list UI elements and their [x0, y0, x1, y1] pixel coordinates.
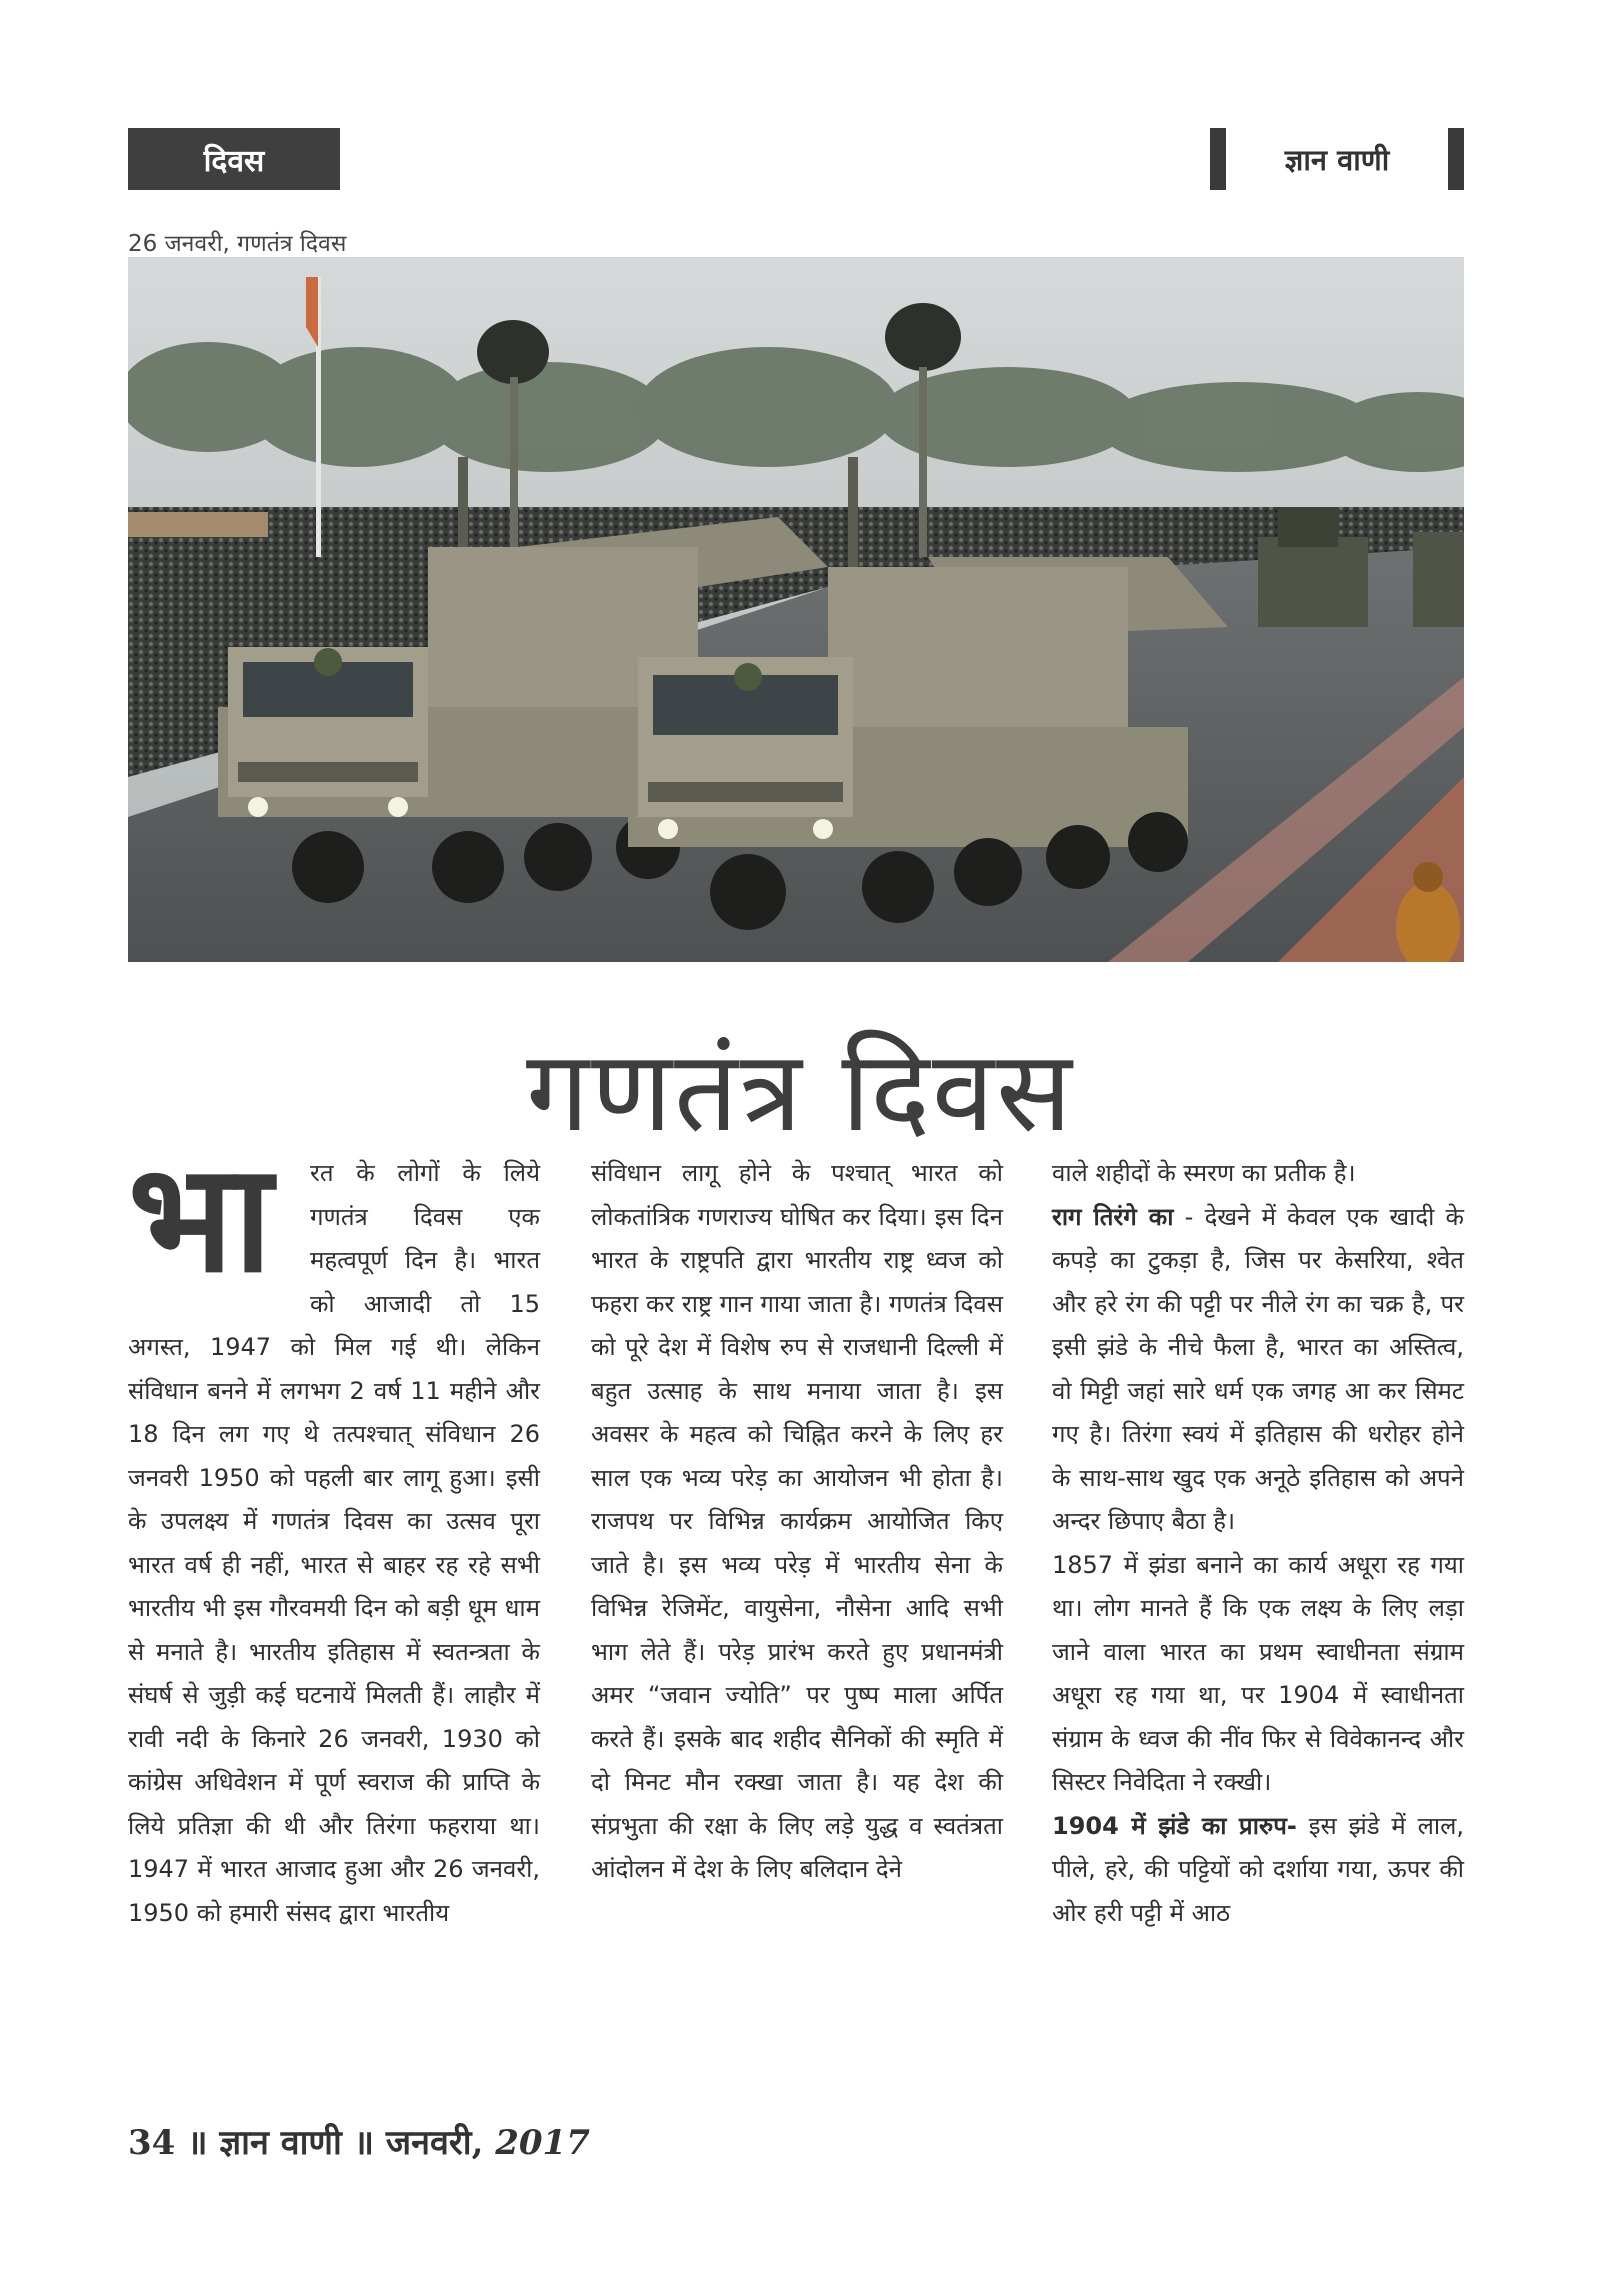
magazine-name: ज्ञान वाणी — [1284, 142, 1390, 177]
parade-illustration — [128, 257, 1464, 962]
column-2-text: संविधान लागू होने के पश्चात् भारत को लोकतांत्रिक गणराज्य घोषित कर दिया। इस दिन भारत के राष्ट्रपति द्वारा भारतीय राष्ट्र ध्वज को फहरा कर राष्ट्र गान गाया जाता है। गणतंत्र दिवस को पूरे देश में विशेष रुप से राजधानी दिल्ली में बहुत उत्साह के साथ मनाया जाता है। इस अवसर के महत्व को चिह्नित करने के लिए हर साल एक भव्य परेड़ का आयोजन भी होता है। राजपथ पर विभिन्न कार्यक्रम आयोजित किए जाते है। इस भव्य परेड़ में भारतीय सेना के विभिन्न रेजिमेंट, वायुसेना, नौसेना आदि सभी भाग लेते हैं। परेड़ प्रारंभ करते हुए प्रधानमंत्री अमर “जवान ज्योति” पर पुष्प माला अर्पित करते हैं। इसके बाद शहीद सैनिकों की स्मृति में दो मिनट मौन रक्खा जाता है। यह देश की संप्रभुता की रक्षा के लिए लड़े युद्ध व स्वतंत्रता आंदोलन में देश के लिए बलिदान देने — [591, 1159, 1003, 1883]
raag-tirange-para — [1052, 1196, 1464, 1544]
article-column-1 — [128, 1130, 540, 1935]
raag-tirange-text: - देखने में केवल एक खादी के कपड़े का टुकड़ा है, जिस पर केसरिया, श्वेत और हरे रंग की पट्टी पर नीले रंग का चक्र है, पर इसी झंडे के नीचे फैला है, भारत का अस्तित्व, वो मिट्टी जहां सारे धर्म एक जगह आ कर सिमट गए है। तिरंगा स्वयं में इतिहास की धरोहर होने के साथ-साथ खुद एक अनूठे इतिहास को अपने अन्दर छिपाए बैठा है। — [1052, 1202, 1464, 1535]
column-1-text: रत के लोगों के लिये गणतंत्र दिवस एक महत्वपूर्ण दिन है। भारत को आजादी तो 15 अगस्त, 1947 को मिल गई थी। लेकिन संविधान बनने में लगभग 2 वर्ष 11 महीने और 18 दिन लग गए थे तत्पश्चात् संविधान 26 जनवरी 1950 को पहली बार लागू हुआ। इसी के उपलक्ष्य में गणतंत्र दिवस का उत्सव पूरा भारत वर्ष ही नहीं, भारत से बाहर रह रहे सभी भारतीय भी इस गौरवमयी दिन को बड़ी धूम धाम से मनाते है। भारतीय इतिहास में स्वतन्त्रता के संघर्ष से जुड़ी कई घटनायें मिलती हैं। लाहौर में रावी नदी के किनारे 26 जनवरी, 1930 को कांग्रेस अधिवेशन में पूर्ण स्वराज की प्राप्ति के लिये प्रतिज्ञा की थी और तिरंगा फहराया था। 1947 में भारत आजाद हुआ और 26 जनवरी, 1950 को हमारी संसद द्वारा भारतीय — [128, 1159, 540, 1927]
footer-month: जनवरी, — [385, 2123, 484, 2163]
article-column-3 — [1052, 1152, 1464, 1935]
parade-photo — [128, 257, 1464, 962]
drop-cap: भा — [128, 1130, 273, 1306]
page-footer — [128, 2118, 590, 2164]
divider-bar-right — [1448, 128, 1464, 190]
article-title: गणतंत्र दिवस — [526, 1027, 1074, 1157]
section-label: दिवस — [128, 128, 340, 190]
photo-caption: 26 जनवरी, गणतंत्र दिवस — [128, 231, 347, 257]
footer-magazine: ज्ञान वाणी — [219, 2123, 342, 2163]
flag-1904-para — [1052, 1805, 1464, 1936]
subheading-raag-tirange: राग तिरंगे का — [1052, 1202, 1174, 1231]
divider-bar-left — [1210, 128, 1226, 190]
column-3-para-1857: 1857 में झंडा बनाने का कार्य अधूरा रह गया था। लोग मानते हैं कि एक लक्ष्य के लिए लड़ा जाने वाला भारत का प्रथम स्वाधीनता संग्राम अधूरा रह गया था, पर 1904 में स्वाधीनता संग्राम के ध्वज की नींव फिर से विवेकानन्द और सिस्टर निवेदिता ने रक्खी। — [1052, 1550, 1464, 1796]
page-number: 34 — [128, 2123, 176, 2163]
footer-year: 2017 — [495, 2123, 590, 2163]
column-3-intro: वाले शहीदों के स्मरण का प्रतीक है। — [1052, 1159, 1356, 1187]
article-column-2 — [591, 1152, 1003, 1892]
footer-separator-1: ॥ — [187, 2123, 208, 2163]
footer-separator-2: ॥ — [353, 2123, 375, 2163]
subheading-1904-flag: 1904 में झंडे का प्रारुप- — [1052, 1811, 1297, 1840]
flag-1904-text: इस झंडे में लाल, पीले, हरे, की पट्टियों को दर्शाया गया, ऊपर की ओर हरी पट्टी में आठ — [1052, 1811, 1464, 1927]
magazine-tab — [1210, 128, 1464, 190]
